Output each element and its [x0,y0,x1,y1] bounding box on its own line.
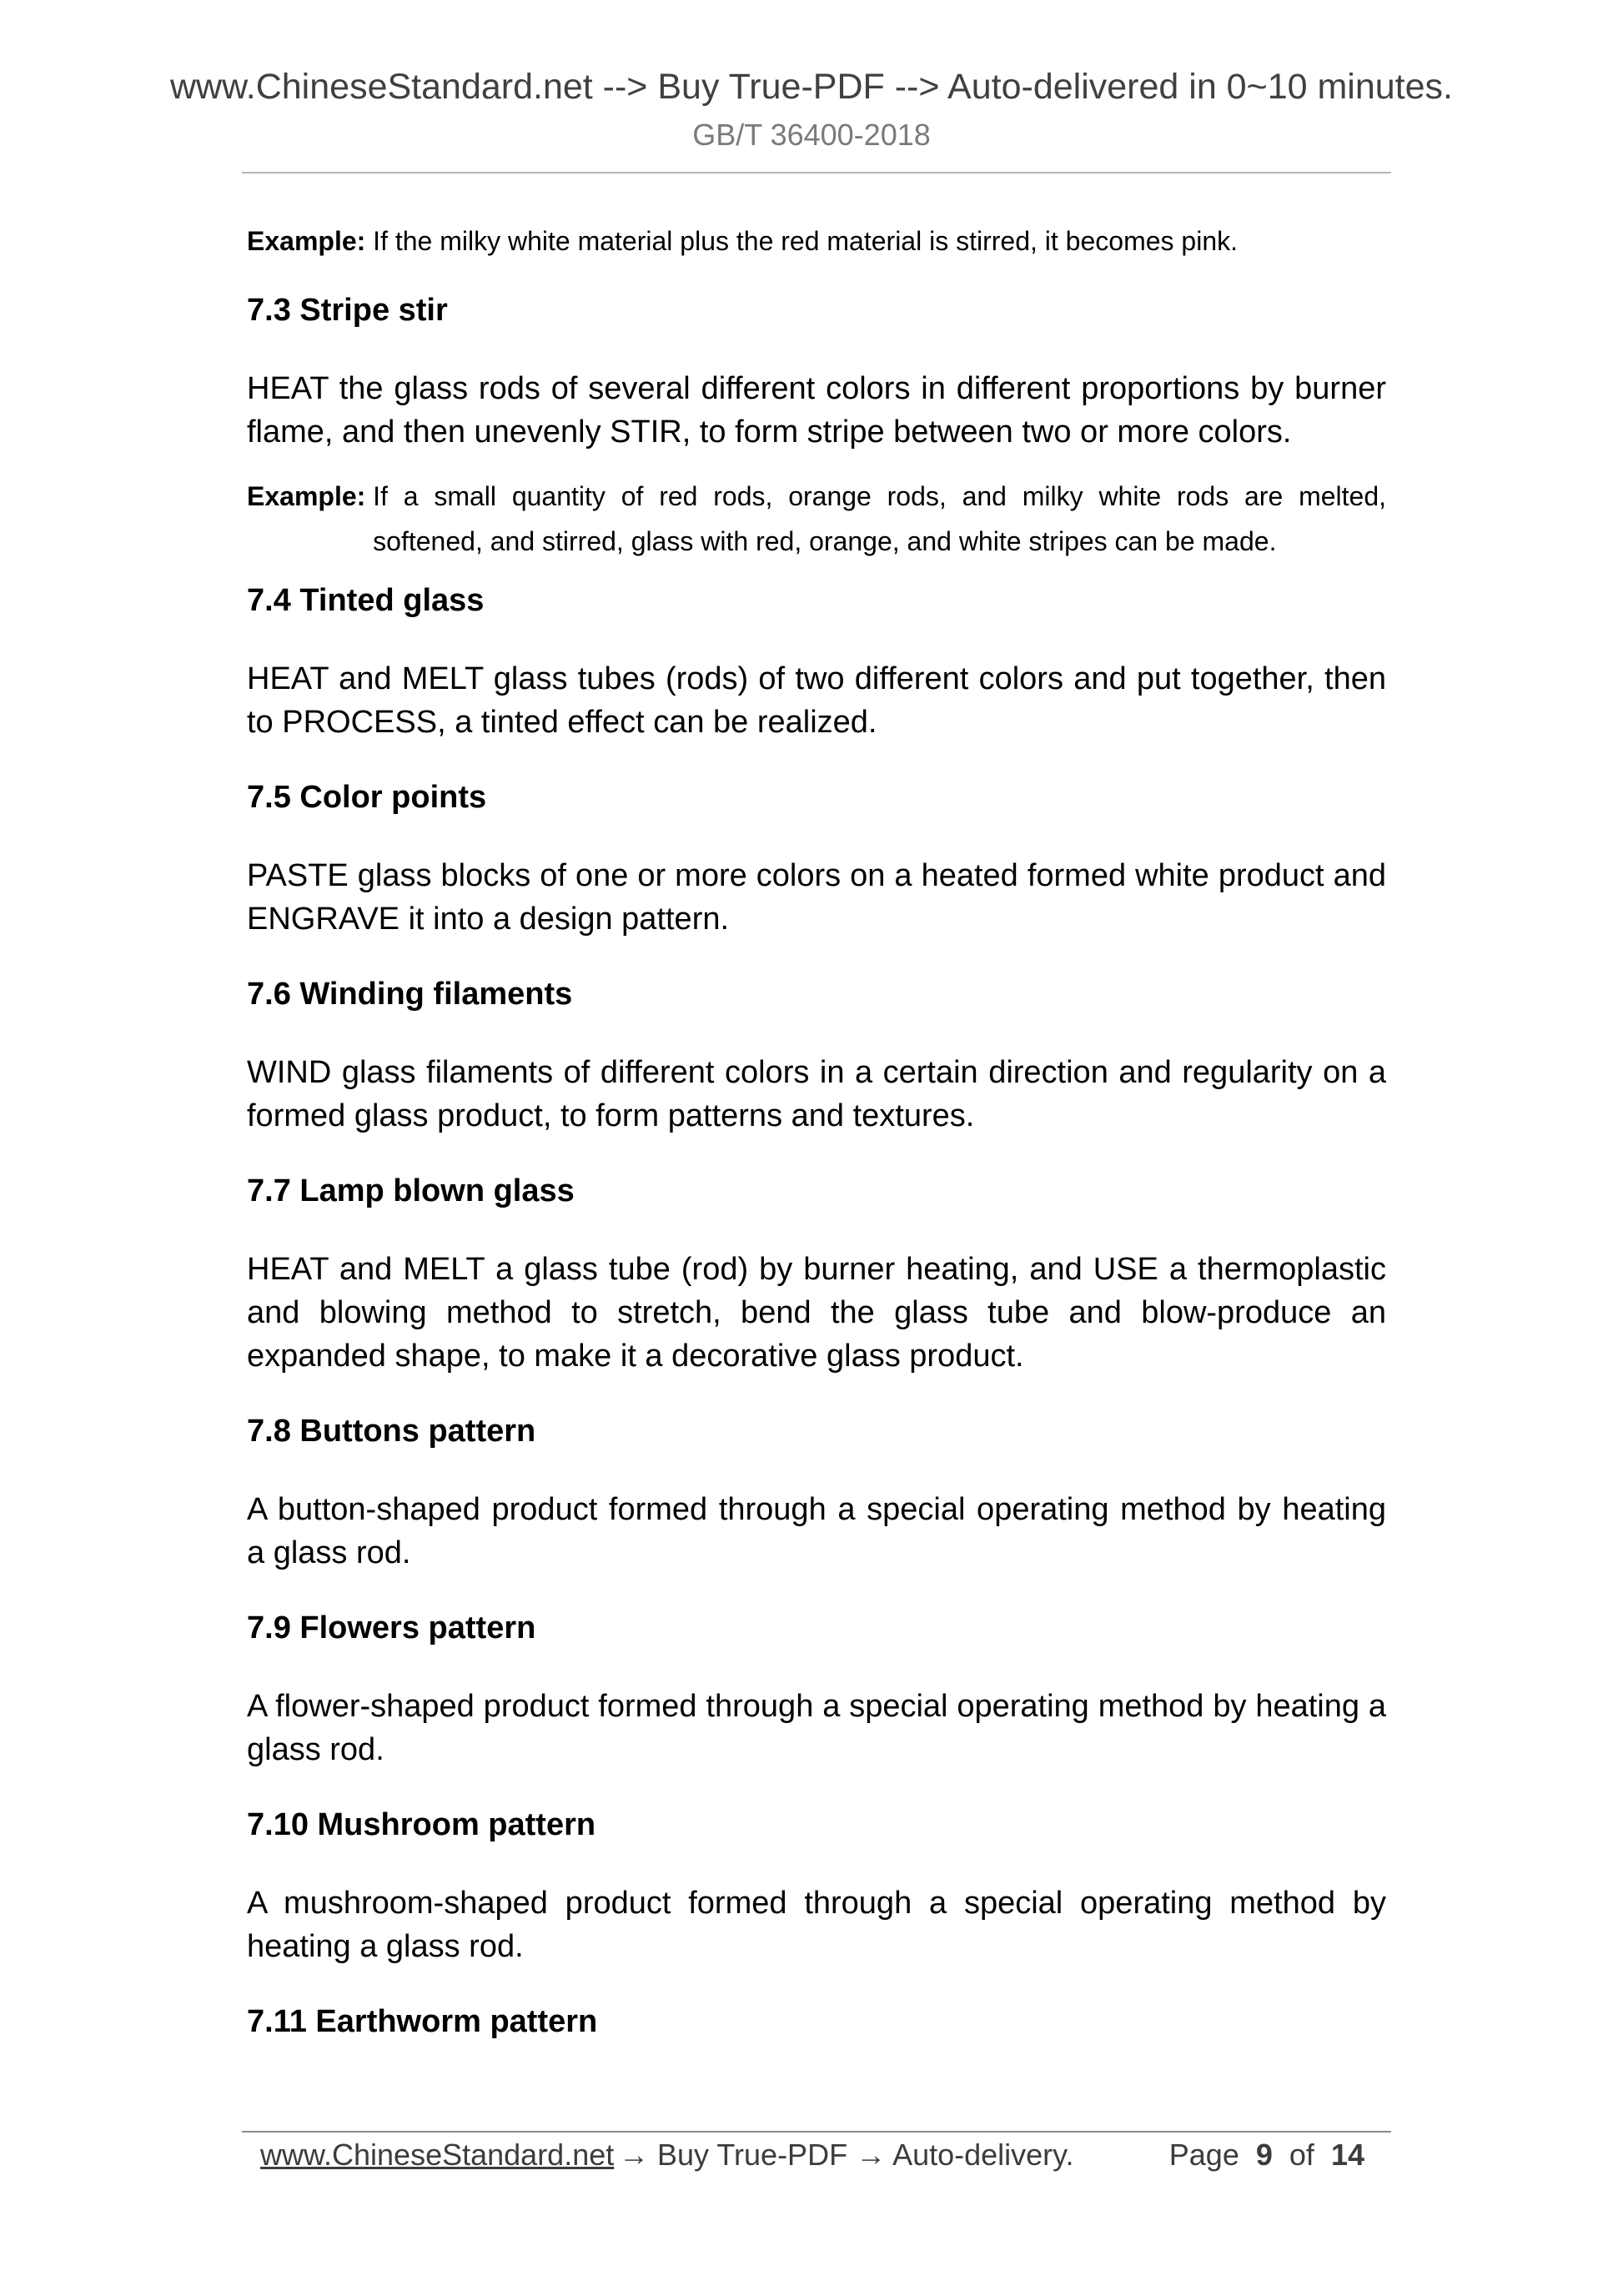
section-paragraph-7-5: PASTE glass blocks of one or more colors on a heated formed white product and ENGRAVE it into a design pattern. [247,858,1386,937]
document-code: GB/T 36400-2018 [692,118,931,152]
total-pages: 14 [1330,2138,1364,2172]
footer-tagline: → Buy True-PDF → Auto-delivery. [619,2138,1074,2172]
example-label: Example: [247,481,374,511]
section-paragraph-7-4: HEAT and MELT glass tubes (rods) of two different colors and put together, then to PROCESS, a tinted effect can be realized. [247,661,1386,740]
section-heading-7-10: 7.10 Mushroom pattern [247,1807,596,1842]
footer-row [242,2133,1391,2183]
section-heading-7-8: 7.8 Buttons pattern [247,1414,536,1449]
section-heading-7-5: 7.5 Color points [247,780,487,815]
example-text: If the milky white material plus the red material is stirred, it becomes pink. [373,226,1238,256]
section-heading-7-4: 7.4 Tinted glass [247,583,485,618]
example-note [247,474,1386,564]
section-paragraph-7-7: HEAT and MELT a glass tube (rod) by burner heating, and USE a thermoplastic and blowing method to stretch, bend the glass tube and blow-produce an expanded shape, to make it a decorative glass product. [247,1252,1386,1374]
section-heading-7-3: 7.3 Stripe stir [247,293,448,328]
footer-site-link[interactable]: www.ChineseStandard.net [260,2138,615,2172]
of-word: of [1289,2138,1314,2172]
example-label: Example: [247,226,374,256]
example-text: If a small quantity of red rods, orange rods, and milky white rods are melted, softened, and stirred, glass with red, orange, and white stripes can be made. [373,481,1386,556]
header-banner[interactable]: www.ChineseStandard.net --> Buy True-PDF --> Auto-delivered in 0~10 minutes. [169,67,1453,107]
current-page: 9 [1255,2138,1273,2172]
document-body [247,219,1386,2078]
section-heading-7-9: 7.9 Flowers pattern [247,1610,536,1645]
section-heading-7-11: 7.11 Earthworm pattern [247,2004,598,2039]
header-divider [242,172,1391,173]
section-paragraph-7-9: A flower-shaped product formed through a special operating method by heating a glass rod. [247,1689,1386,1767]
section-heading-7-7: 7.7 Lamp blown glass [247,1173,575,1208]
page-number [1169,2138,1364,2173]
page-word: Page [1168,2138,1239,2172]
section-paragraph-7-8: A button-shaped product formed through a special operating method by heating a glass rod. [247,1492,1386,1570]
section-paragraph-7-10: A mushroom-shaped product formed through a special operating method by heating a glass rod. [247,1886,1386,1964]
page-footer [242,2131,1391,2183]
section-paragraph-7-6: WIND glass filaments of different colors in a certain direction and regularity on a formed glass product, to form patterns and textures. [247,1055,1386,1133]
section-heading-7-6: 7.6 Winding filaments [247,977,573,1012]
section-paragraph-7-3: HEAT the glass rods of several different colors in different proportions by burner flame, and then unevenly STIR, to form stripe between two or more colors. [247,371,1386,450]
example-note [247,219,1386,270]
